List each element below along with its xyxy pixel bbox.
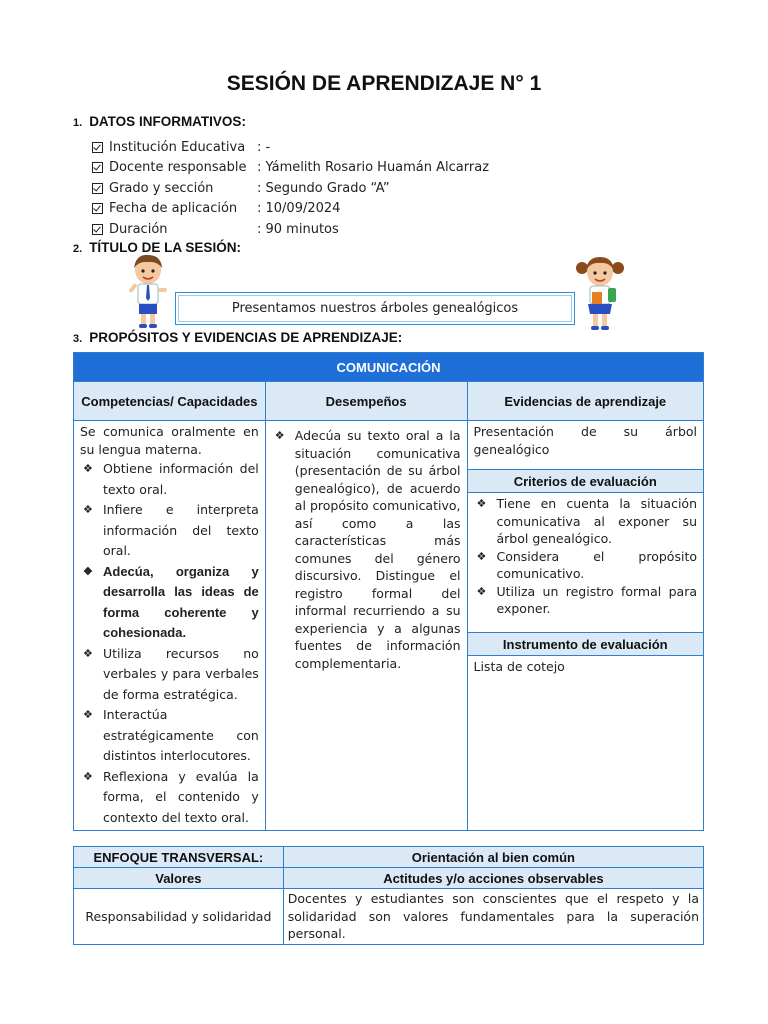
section-label: TÍTULO DE LA SESIÓN:: [89, 240, 241, 255]
section-label: DATOS INFORMATIVOS:: [89, 114, 246, 129]
checkbox-icon: [92, 224, 103, 235]
header-desempenos: Desempeños: [265, 382, 467, 421]
datos-list: [92, 137, 489, 240]
boy-illustration: [124, 252, 172, 332]
evidencia-cell: Presentación de su árbol genealógico: [467, 421, 704, 470]
actitudes-header: Actitudes y/o acciones observables: [283, 868, 703, 889]
desempenos-cell: [265, 421, 467, 831]
girl-illustration: [574, 254, 626, 336]
datos-value: : Segundo Grado “A”: [257, 180, 390, 196]
desempeno-item: ❖ Adecúa su texto oral a la situación comunicativa (presentación de su árbol genealógico), de acuerdo al propósito comunicativo, así como a las características más comunes del género discursivo. Distingue el registro formal del informal recurriendo a su experiencia y a algunas fuentes de información complementaria.: [272, 427, 461, 672]
checkbox-icon: [92, 183, 103, 194]
section-label: PROPÓSITOS Y EVIDENCIAS DE APRENDIZAJE:: [89, 330, 403, 345]
checkbox-icon: [92, 162, 103, 173]
header-competencias: Competencias/ Capacidades: [74, 382, 266, 421]
competencias-cell: [74, 421, 266, 831]
section-number: 3.: [73, 333, 83, 345]
actitud-cell: Docentes y estudiantes son conscientes que el respeto y la solidaridad son valores fundamentales para la superación personal.: [283, 889, 703, 945]
enfoque-table: [73, 846, 704, 945]
datos-row: [92, 178, 489, 199]
datos-value: : 10/09/2024: [257, 201, 341, 217]
datos-value: : -: [257, 139, 271, 155]
criterio-item: ❖ Utiliza un registro formal para exponer.: [474, 583, 698, 618]
competencia-text: Se comunica oralmente en su lengua materna.: [80, 424, 259, 457]
checkbox-icon: [92, 203, 103, 214]
desempenos-list: [272, 427, 461, 672]
datos-row: [92, 219, 489, 240]
datos-row: [92, 199, 489, 220]
criterio-item: ❖ Tiene en cuenta la situación comunicativa al exponer su árbol genealógico.: [474, 495, 698, 548]
capacidad-item: ❖ Infiere e interpreta información del texto oral.: [80, 500, 259, 562]
valor-cell: Responsabilidad y solidaridad: [74, 889, 284, 945]
criterios-list: [474, 495, 698, 618]
datos-label: Duración: [109, 221, 168, 237]
criterios-cell: [467, 493, 704, 633]
capacidad-item: ❖ Obtiene información del texto oral.: [80, 459, 259, 500]
capacidad-item: ❖ Interactúa estratégicamente con distintos interlocutores.: [80, 705, 259, 767]
datos-label: Grado y sección: [109, 180, 214, 196]
capacidad-item: ❖ Adecúa, organiza y desarrolla las ideas de forma coherente y cohesionada.: [80, 562, 259, 644]
capacidad-item: ❖ Reflexiona y evalúa la forma, el contenido y contexto del texto oral.: [80, 767, 259, 829]
purposes-table: [73, 352, 704, 831]
instrumento-header: Instrumento de evaluación: [467, 633, 704, 656]
capacidades-list: [80, 459, 259, 828]
session-title-box: [175, 292, 575, 325]
enfoque-name: Orientación al bien común: [283, 847, 703, 868]
datos-row: [92, 137, 489, 158]
area-band: COMUNICACIÓN: [74, 353, 704, 382]
page-title: SESIÓN DE APRENDIZAJE N° 1: [226, 72, 542, 95]
datos-label: Institución Educativa: [109, 139, 246, 155]
datos-value: : 90 minutos: [257, 221, 339, 237]
section-1-heading: [73, 114, 246, 129]
datos-value: : Yámelith Rosario Huamán Alcarraz: [257, 160, 490, 176]
valores-header: Valores: [74, 868, 284, 889]
instrumento-cell: Lista de cotejo: [467, 656, 704, 831]
datos-label: Fecha de aplicación: [109, 201, 238, 217]
checkbox-icon: [92, 142, 103, 153]
criterios-header: Criterios de evaluación: [467, 470, 704, 493]
criterio-item: ❖ Considera el propósito comunicativo.: [474, 548, 698, 583]
section-number: 2.: [73, 243, 83, 255]
header-evidencias: Evidencias de aprendizaje: [467, 382, 704, 421]
datos-row: [92, 158, 489, 179]
section-number: 1.: [73, 117, 83, 129]
enfoque-label: ENFOQUE TRANSVERSAL:: [74, 847, 284, 868]
capacidad-item: ❖ Utiliza recursos no verbales y para verbales de forma estratégica.: [80, 644, 259, 706]
section-3-heading: [73, 330, 402, 345]
datos-label: Docente responsable: [109, 160, 247, 176]
session-title: Presentamos nuestros árboles genealógicos: [231, 301, 519, 316]
